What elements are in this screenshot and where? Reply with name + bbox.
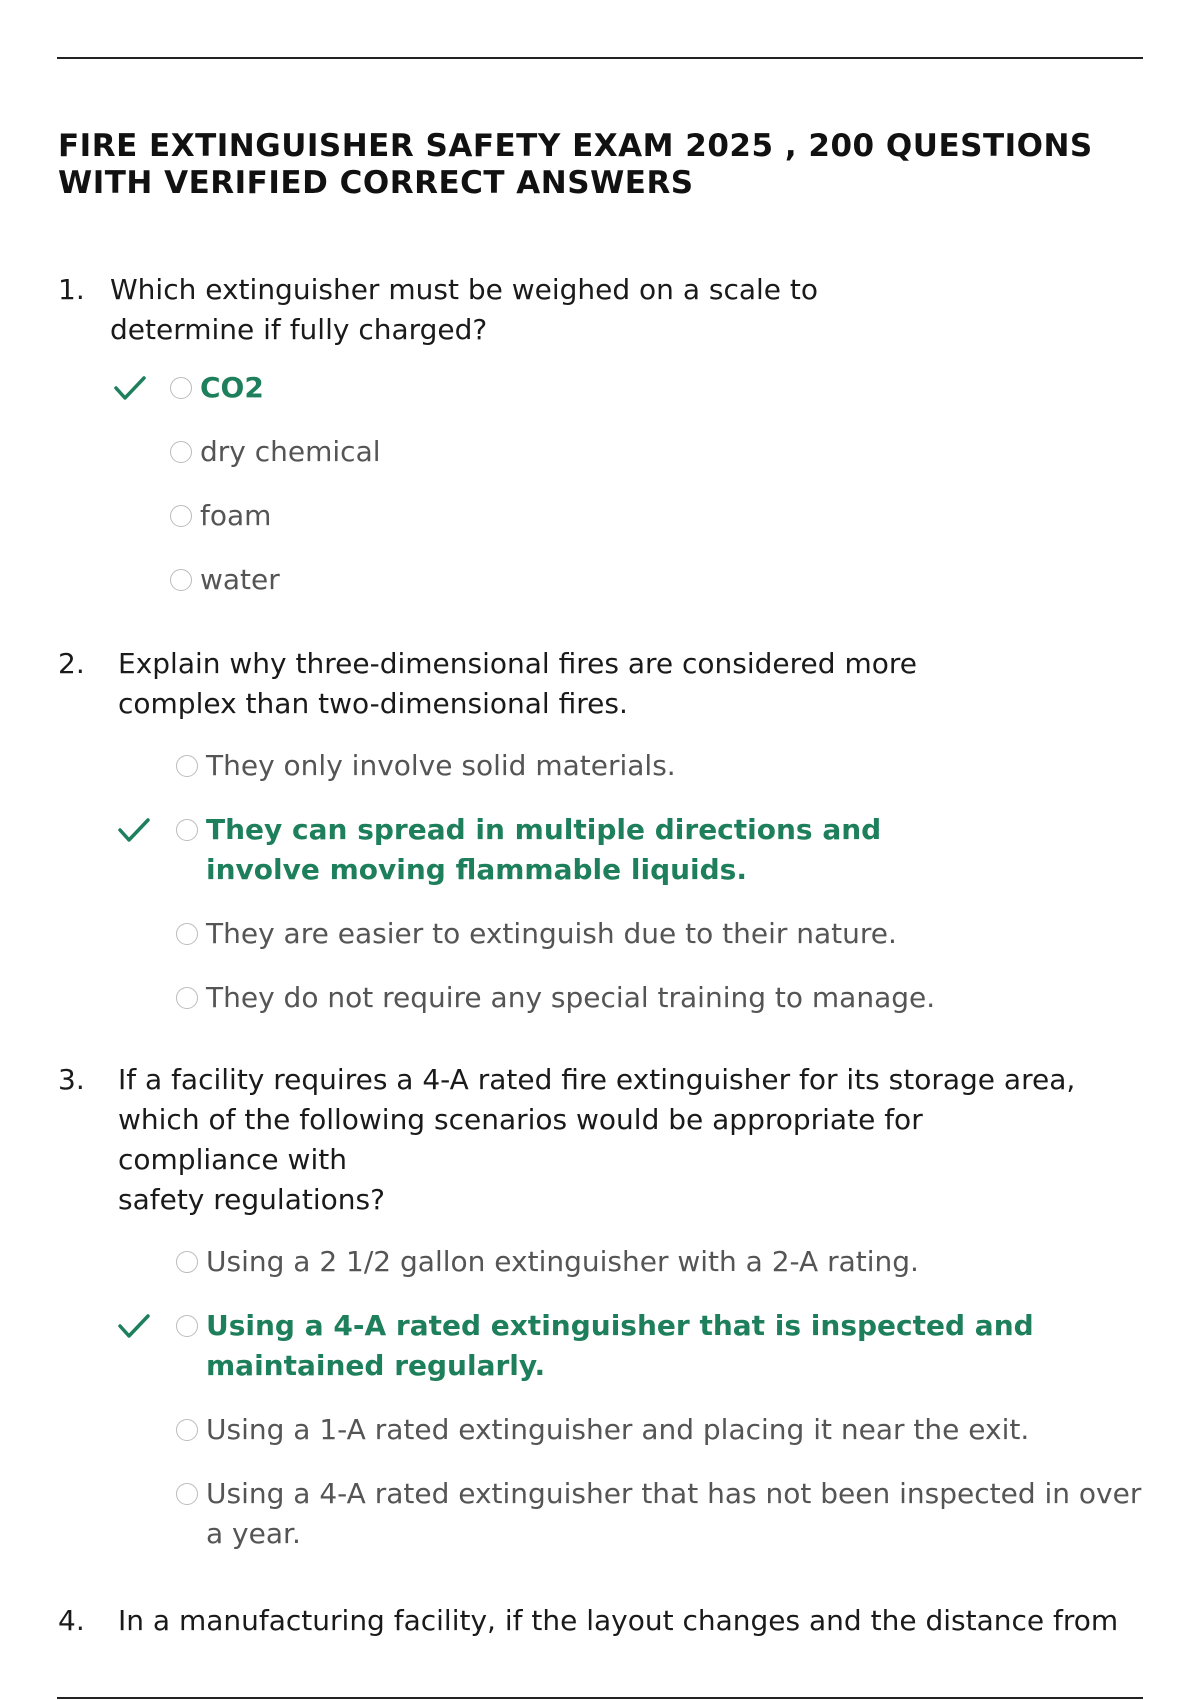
question-number: 4. bbox=[58, 1604, 85, 1637]
answer-option[interactable] bbox=[170, 368, 1168, 408]
question-text-block bbox=[118, 1060, 1078, 1220]
answer-option[interactable] bbox=[176, 1410, 1168, 1450]
answer-option[interactable] bbox=[176, 1306, 1168, 1386]
answer-option[interactable] bbox=[176, 746, 1168, 786]
checkmark-icon bbox=[110, 368, 150, 408]
radio-circle-icon[interactable] bbox=[176, 1251, 198, 1273]
answer-options bbox=[58, 368, 1168, 600]
answer-label: Using a 4-A rated extinguisher that has not been inspected in over a year. bbox=[206, 1477, 1142, 1550]
answer-label: They only involve solid materials. bbox=[206, 749, 676, 782]
question-text: If a facility requires a 4-A rated fire extinguisher for its storage area, which of the following scenarios would be appropriate for compliance with bbox=[118, 1063, 1076, 1176]
radio-circle-icon[interactable] bbox=[176, 1315, 198, 1337]
radio-circle-icon[interactable] bbox=[176, 755, 198, 777]
answer-option[interactable] bbox=[170, 496, 1168, 536]
question-4 bbox=[58, 1601, 1168, 1641]
checkmark-icon bbox=[114, 1306, 154, 1346]
question-text: Which extinguisher must be weighed on a scale to determine if fully charged? bbox=[110, 273, 819, 346]
checkmark-icon bbox=[114, 810, 154, 850]
radio-circle-icon[interactable] bbox=[176, 987, 198, 1009]
answer-label: CO2 bbox=[200, 371, 264, 404]
question-number: 2. bbox=[58, 647, 85, 680]
question-1 bbox=[58, 270, 1168, 600]
answer-options bbox=[58, 1242, 1168, 1554]
top-rule bbox=[57, 57, 1143, 59]
question-text: Explain why three-dimensional fires are considered more complex than two-dimensional fires. bbox=[118, 647, 917, 720]
question-prompt bbox=[58, 1060, 1168, 1220]
answer-option[interactable] bbox=[176, 914, 1168, 954]
question-prompt bbox=[58, 1601, 1168, 1641]
answer-option[interactable] bbox=[170, 560, 1168, 600]
answer-label: Using a 4-A rated extinguisher that is inspected and maintained regularly. bbox=[206, 1309, 1034, 1382]
radio-circle-icon[interactable] bbox=[170, 505, 192, 527]
answer-option[interactable] bbox=[176, 1242, 1168, 1282]
answer-label: water bbox=[200, 563, 280, 596]
question-number: 1. bbox=[58, 273, 85, 306]
radio-circle-icon[interactable] bbox=[170, 441, 192, 463]
radio-circle-icon[interactable] bbox=[176, 1483, 198, 1505]
question-number: 3. bbox=[58, 1063, 85, 1096]
question-text: In a manufacturing facility, if the layout changes and the distance from bbox=[118, 1604, 1119, 1637]
radio-circle-icon[interactable] bbox=[176, 819, 198, 841]
bottom-rule bbox=[57, 1697, 1143, 1699]
radio-circle-icon[interactable] bbox=[176, 1419, 198, 1441]
question-prompt bbox=[58, 270, 1168, 350]
answer-label: They can spread in multiple directions and involve moving flammable liquids. bbox=[206, 813, 882, 886]
answer-label: They do not require any special training to manage. bbox=[206, 981, 936, 1014]
question-text-continued: safety regulations? bbox=[118, 1183, 385, 1216]
answer-label: Using a 1-A rated extinguisher and placing it near the exit. bbox=[206, 1413, 1030, 1446]
answer-option[interactable] bbox=[176, 810, 1168, 890]
radio-circle-icon[interactable] bbox=[170, 569, 192, 591]
answer-option[interactable] bbox=[176, 978, 1168, 1018]
question-prompt bbox=[58, 644, 1168, 724]
answer-label: dry chemical bbox=[200, 435, 381, 468]
radio-circle-icon[interactable] bbox=[176, 923, 198, 945]
document-title: FIRE EXTINGUISHER SAFETY EXAM 2025 , 200 QUESTIONS WITH VERIFIED CORRECT ANSWERS bbox=[58, 128, 1093, 201]
answer-options bbox=[58, 746, 1168, 1018]
answer-label: They are easier to extinguish due to their nature. bbox=[206, 917, 897, 950]
answer-option[interactable] bbox=[170, 432, 1168, 472]
answer-option[interactable] bbox=[176, 1474, 1168, 1554]
radio-circle-icon[interactable] bbox=[170, 377, 192, 399]
question-2 bbox=[58, 644, 1168, 1018]
answer-label: foam bbox=[200, 499, 272, 532]
answer-label: Using a 2 1/2 gallon extinguisher with a 2-A rating. bbox=[206, 1245, 919, 1278]
question-3 bbox=[58, 1060, 1168, 1554]
